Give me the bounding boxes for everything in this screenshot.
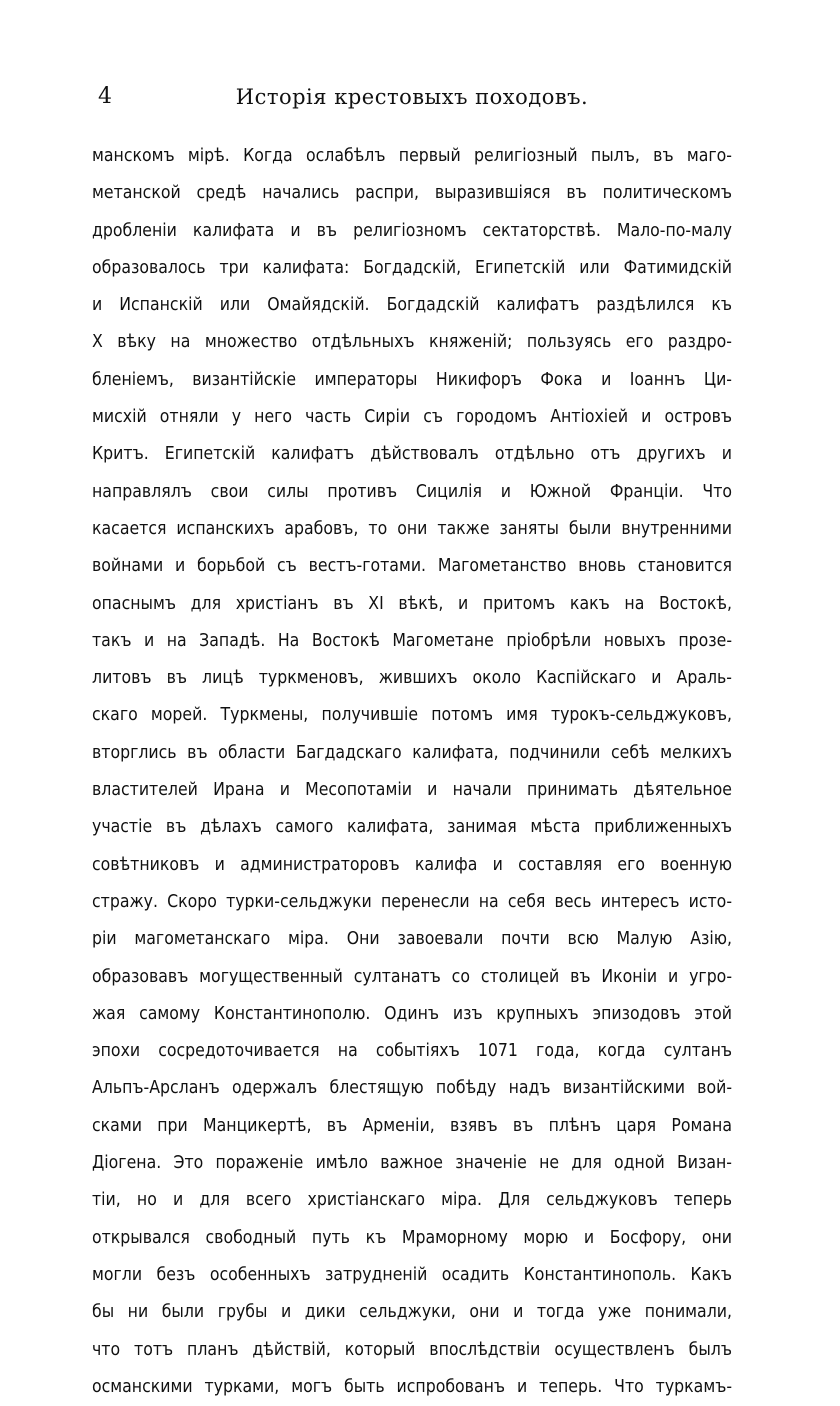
text-line: направлялъ свои силы противъ Сицилія и Южной Франціи. Что: [92, 481, 732, 502]
text-line: эпохи сосредоточивается на событіяхъ 1071 года, когда султанъ: [92, 1041, 732, 1062]
text-line: могли безъ особенныхъ затрудненій осадить Константинополь. Какъ: [92, 1264, 732, 1285]
text-line: Діогена. Это пораженіе имѣло важное значеніе не для одной Визан-: [92, 1153, 732, 1174]
text-line: образовавъ могущественный султанатъ со столицей въ Иконіи и угро-: [92, 966, 732, 987]
text-line: метанской средѣ начались распри, выразившіяся въ политическомъ: [92, 183, 732, 204]
text-line: литовъ въ лицѣ туркменовъ, жившихъ около Каспійскаго и Араль-: [92, 668, 732, 689]
text-line: властителей Ирана и Месопотаміи и начали принимать дѣятельное: [92, 780, 732, 801]
page-header: [92, 82, 732, 116]
text-line: X вѣку на множество отдѣльныхъ княженій; пользуясь его раздро-: [92, 332, 732, 353]
text-line: Альпъ-Арсланъ одержалъ блестящую побѣду надъ византійскими вой-: [92, 1078, 732, 1099]
text-line: опаснымъ для христіанъ въ XI вѣкѣ, и притомъ какъ на Востокѣ,: [92, 593, 732, 614]
text-line: жая самому Константинополю. Одинъ изъ крупныхъ эпизодовъ этой: [92, 1003, 732, 1024]
text-line: касается испанскихъ арабовъ, то они также заняты были внутренними: [92, 518, 732, 539]
text-line: открывался свободный путь къ Мраморному морю и Босфору, они: [92, 1227, 732, 1248]
text-line: манскомъ мірѣ. Когда ослабѣлъ первый религіозный пылъ, въ маго-: [92, 146, 732, 166]
text-line: тіи, но и для всего христіанскаго міра. Для сельджуковъ теперь: [92, 1190, 732, 1211]
text-line: ріи магометанскаго міра. Они завоевали почти всю Малую Азію,: [92, 929, 732, 950]
body-text: [92, 138, 732, 1406]
text-line: Критъ. Египетскій калифатъ дѣйствовалъ отдѣльно отъ другихъ и: [92, 444, 732, 465]
page-number: 4: [98, 84, 112, 109]
text-line: дробленіи калифата и въ религіозномъ сектаторствѣ. Мало-по-малу: [92, 220, 732, 241]
text-line: войнами и борьбой съ вестъ-готами. Магометанство вновь становится: [92, 556, 732, 577]
text-line: участіе въ дѣлахъ самого калифата, занимая мѣста приближенныхъ: [92, 817, 732, 838]
text-line: совѣтниковъ и администраторовъ калифа и составляя его военную: [92, 854, 732, 875]
running-title: Исторія крестовыхъ походовъ.: [235, 85, 589, 109]
text-line: сками при Манцикертѣ, въ Арменіи, взявъ въ плѣнъ царя Романа: [92, 1115, 732, 1136]
text-line: образовалось три калифата: Богдадскій, Египетскій или Фатимидскій: [92, 257, 732, 278]
text-line: вторглись въ области Багдадскаго калифата, подчинили себѣ мелкихъ: [92, 742, 732, 763]
text-line: что тотъ планъ дѣйствій, который впослѣдствіи осуществленъ былъ: [92, 1339, 732, 1360]
text-line: мисхій отняли у него часть Сиріи съ городомъ Антіохіей и островъ: [92, 407, 732, 428]
text-line: бы ни были грубы и дики сельджуки, они и тогда уже понимали,: [92, 1302, 732, 1323]
text-line: такъ и на Западѣ. На Востокѣ Магометане пріобрѣли новыхъ прозе-: [92, 630, 732, 651]
book-page: [92, 82, 732, 1406]
text-line: османскими турками, могъ быть испробованъ и теперь. Что туркамъ-: [92, 1376, 732, 1397]
text-line: стражу. Скоро турки-сельджуки перенесли на себя весь интересъ исто-: [92, 891, 732, 912]
text-line: бленіемъ, византійскіе императоры Никифоръ Фока и Іоаннъ Ци-: [92, 369, 732, 390]
text-line: и Испанскій или Омайядскій. Богдадскій калифатъ раздѣлился къ: [92, 295, 732, 316]
text-line: скаго морей. Туркмены, получившіе потомъ имя турокъ-сельджуковъ,: [92, 705, 732, 726]
